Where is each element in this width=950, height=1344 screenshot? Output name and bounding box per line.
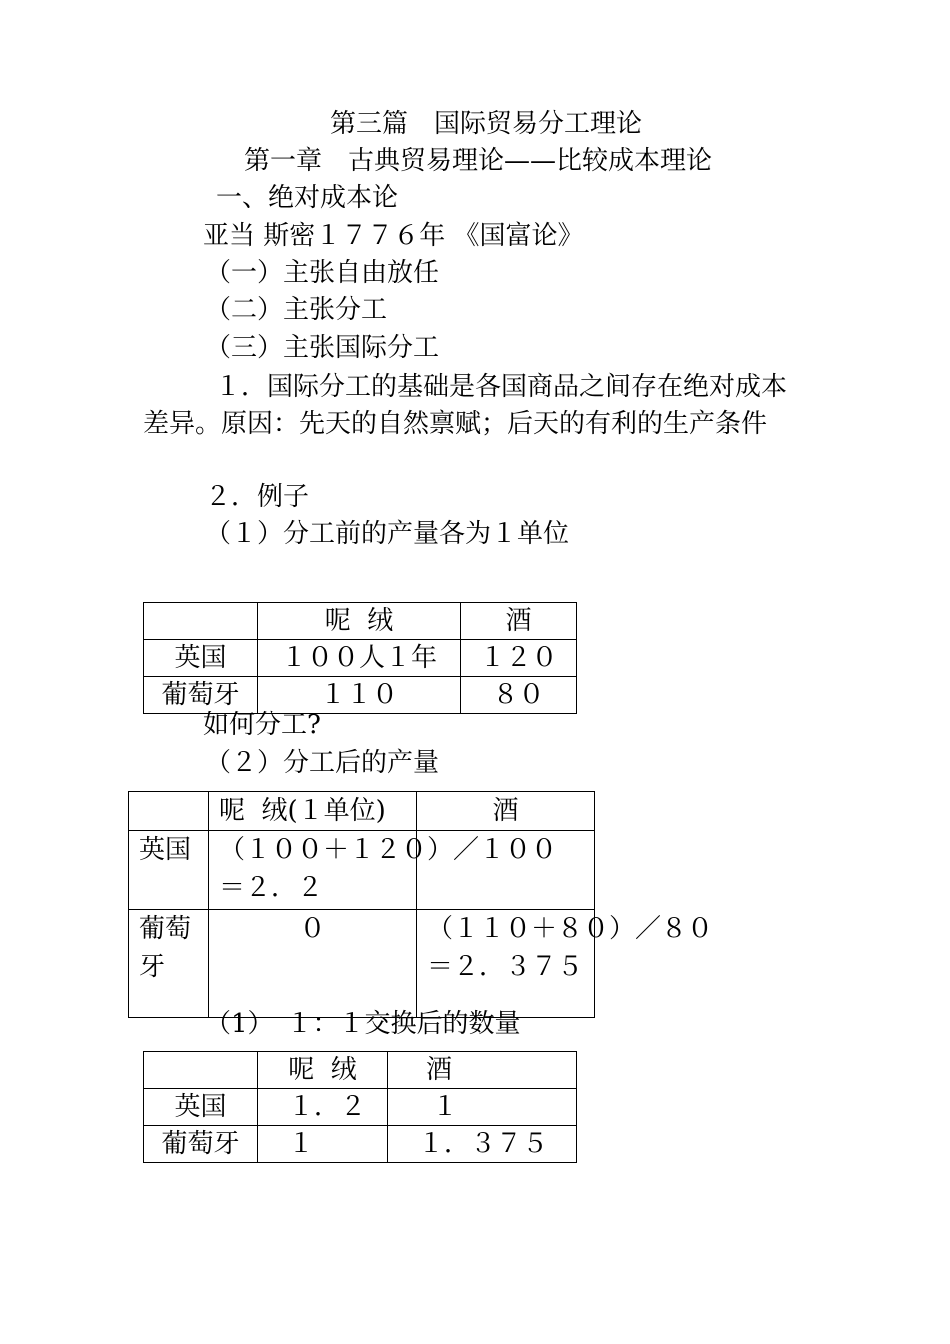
table-row: [144, 1126, 577, 1163]
part-title: 第三篇 国际贸易分工理论: [330, 109, 643, 139]
table-cell: 英国: [129, 831, 209, 910]
table-cell: ８０: [461, 677, 577, 714]
table-row: [144, 640, 577, 677]
table-cell: １００人１年: [258, 640, 461, 677]
table-header-cell: [129, 792, 209, 831]
table-header-cell: 呢 绒(１单位): [209, 792, 417, 831]
table-header-cell: 酒: [388, 1052, 577, 1089]
example-heading: ２．例子: [205, 482, 310, 512]
table-cell: 葡萄牙: [144, 1126, 258, 1163]
table-row: [144, 1089, 577, 1126]
table-cell: （１００＋１２０）／１００ ＝２．２: [209, 831, 417, 910]
table-header-cell: 呢 绒: [258, 603, 461, 640]
table-cell: 葡萄牙: [144, 677, 258, 714]
table-cell: 英国: [144, 1089, 258, 1126]
paragraph-1: １．国际分工的基础是各国商品之间存在绝对成本差异。原因：先天的自然禀赋；后天的有利的生产条件: [143, 372, 788, 439]
sub-heading-2: （２）分工后的产量: [205, 748, 440, 778]
table-header-row: [129, 792, 595, 831]
table-cell: １: [388, 1089, 577, 1126]
table-header-row: [144, 603, 577, 640]
table-cell: （１１０＋８０）／８０ ＝２．３７５: [417, 910, 595, 1018]
sub-heading-3: （1） １：１交换后的数量: [205, 1009, 521, 1039]
table-header-cell: [144, 603, 258, 640]
table-cell: １．２: [258, 1089, 388, 1126]
production-table-before: [143, 602, 577, 714]
table-header-row: [144, 1052, 577, 1089]
table-cell: １２０: [461, 640, 577, 677]
sub-heading-1: （１）分工前的产量各为１单位: [205, 519, 570, 549]
table-row: [144, 677, 577, 714]
table-row: [129, 910, 595, 1018]
table-cell: １１０: [258, 677, 461, 714]
point-2: （二）主张分工: [205, 295, 388, 325]
table-cell: １: [258, 1126, 388, 1163]
point-3: （三）主张国际分工: [205, 333, 440, 363]
production-table-after: [128, 791, 714, 1018]
table-header-cell: 呢 绒: [258, 1052, 388, 1089]
table-row: [129, 831, 595, 910]
exchange-table: [143, 1051, 577, 1163]
table-cell: 葡萄 牙: [129, 910, 209, 1018]
table-header-cell: [144, 1052, 258, 1089]
table-cell: 英国: [144, 640, 258, 677]
point-1: （一）主张自由放任: [205, 258, 440, 288]
table-header-cell: 酒: [417, 792, 595, 831]
table-header-cell: 酒: [461, 603, 577, 640]
table-cell: １．３７５: [388, 1126, 577, 1163]
section-heading: 一、绝对成本论: [216, 183, 399, 213]
question-text: 如何分工?: [203, 710, 321, 740]
table-cell: ０: [209, 910, 417, 1018]
chapter-title: 第一章 古典贸易理论——比较成本理论: [244, 146, 713, 176]
author-line: 亚当 斯密１７７６年 《国富论》: [203, 221, 584, 251]
